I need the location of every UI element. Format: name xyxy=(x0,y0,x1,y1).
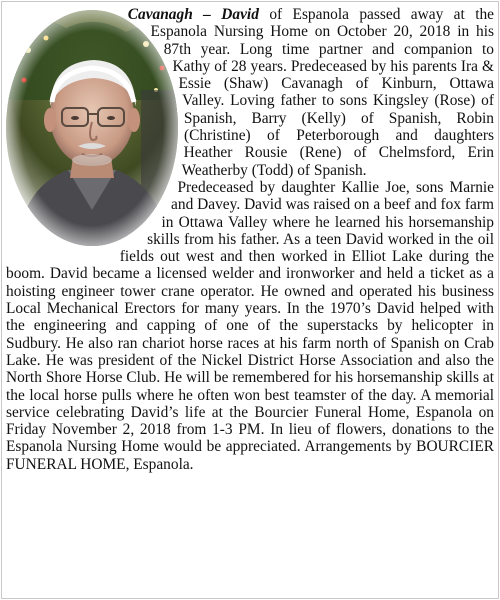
obituary-intro: of Espanola passed away at the Espanola Nursing Home on October 20, 2018 in his 87th year. Long time partner and companion to Kathy of 28 years. Predeceased by his parents Ira & Essie (Shaw) Cavanagh of Kinburn, Ottawa Valley. Loving father to sons Kingsley (Rose) of Spanish, Barry (Kelly) of Spanish, Robin (Christine) of Peterborough and daughters Heather Rousie (Rene) of Chelmsford, Erin Weatherby (Todd) of Spanish. xyxy=(150,6,495,179)
obituary-text xyxy=(6,6,494,473)
portrait-wrap-guide xyxy=(6,6,182,264)
obituary-paragraph-2: Predeceased by daughter Kallie Joe, sons Marnie and Davey. David was raised on a beef and fox farm in Ottawa Valley where he learned his horsemanship skills from his father. As a teen David worked in the oil fields out west and then worked in Elliot Lake during the boom. David became a licensed welder and ironworker and held a ticket as a hoisting engineer tower crane operator. He owned and operated his business Local Mechanical Erectors for many years. In the 1970’s David helped with the engineering and capping of one of the superstacks by helicopter in Sudbury. He also ran chariot horse races at his farm north of Spanish on Crab Lake. He was president of the Nickel District Horse Association and also the North Shore Horse Club. He will be remembered for his horsemanship skills at the local horse pulls where he often won best teamster of the day. A memorial service celebrating David’s life at the Bourcier Funeral Home, Espanola on Friday November 2, 2018 from 1-3 PM. In lieu of flowers, donations to the Espanola Nursing Home would be appreciated. Arrangements by BOURCIER FUNERAL HOME, Espanola. xyxy=(6,178,494,473)
deceased-name: Cavanagh – David xyxy=(127,6,259,23)
